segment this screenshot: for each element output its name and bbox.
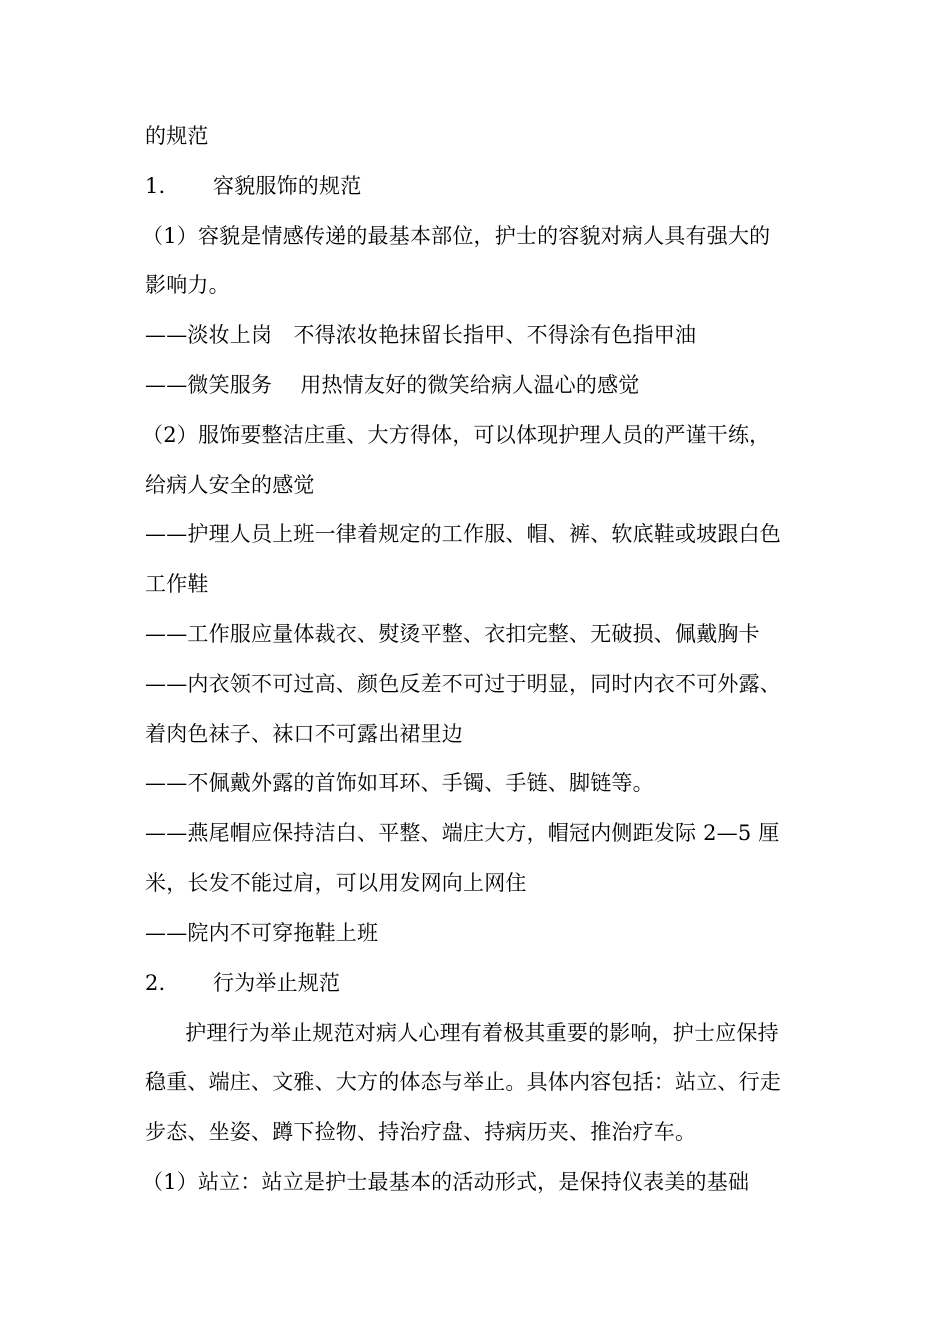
paragraph-line: （1）站立：站立是护士最基本的活动形式，是保持仪表美的基础	[142, 1170, 750, 1194]
bullet-line: ——燕尾帽应保持洁白、平整、端庄大方，帽冠内侧距发际 2—5 厘	[145, 821, 780, 845]
bullet-line: ——不佩戴外露的首饰如耳环、手镯、手链、脚链等。	[145, 771, 654, 795]
section-number: 2.	[145, 971, 166, 995]
bullet-line: ——护理人员上班一律着规定的工作服、帽、裤、软底鞋或坡跟白色	[145, 522, 781, 546]
section-title: 行为举止规范	[213, 971, 341, 995]
bullet-line: ——院内不可穿拖鞋上班	[145, 921, 379, 945]
bullet-line: ——工作服应量体裁衣、熨烫平整、衣扣完整、无破损、佩戴胸卡	[145, 622, 760, 646]
section-number: 1.	[145, 174, 166, 198]
section-heading-1	[145, 171, 815, 201]
paragraph-line: 护理行为举止规范对病人心理有着极其重要的影响，护士应保持	[164, 1021, 779, 1045]
paragraph-line: 着肉色袜子、袜口不可露出裙里边	[145, 722, 463, 746]
bullet-line: ——内衣领不可过高、颜色反差不可过于明显，同时内衣不可外露、	[145, 672, 781, 696]
heading-fragment: 的规范	[145, 124, 209, 148]
bullet-line: ——淡妆上岗 不得浓妆艳抹留长指甲、不得涂有色指甲油	[145, 323, 697, 347]
bullet-line: ——微笑服务 用热情友好的微笑给病人温心的感觉	[145, 373, 640, 397]
paragraph-line: 给病人安全的感觉	[145, 473, 315, 497]
paragraph-line: 影响力。	[145, 273, 230, 297]
paragraph-line: （1）容貌是情感传递的最基本部位，护士的容貌对病人具有强大的	[142, 224, 771, 248]
paragraph-line: 步态、坐姿、蹲下捡物、持治疗盘、持病历夹、推治疗车。	[145, 1120, 697, 1144]
paragraph-line: （2）服饰要整洁庄重、大方得体，可以体现护理人员的严谨干练，	[142, 423, 771, 447]
section-heading-2	[145, 968, 815, 998]
paragraph-line: 米，长发不能过肩，可以用发网向上网住	[145, 871, 527, 895]
paragraph-line: 稳重、端庄、文雅、大方的体态与举止。具体内容包括：站立、行走	[145, 1070, 781, 1094]
section-title: 容貌服饰的规范	[213, 174, 362, 198]
paragraph-line: 工作鞋	[145, 572, 209, 596]
